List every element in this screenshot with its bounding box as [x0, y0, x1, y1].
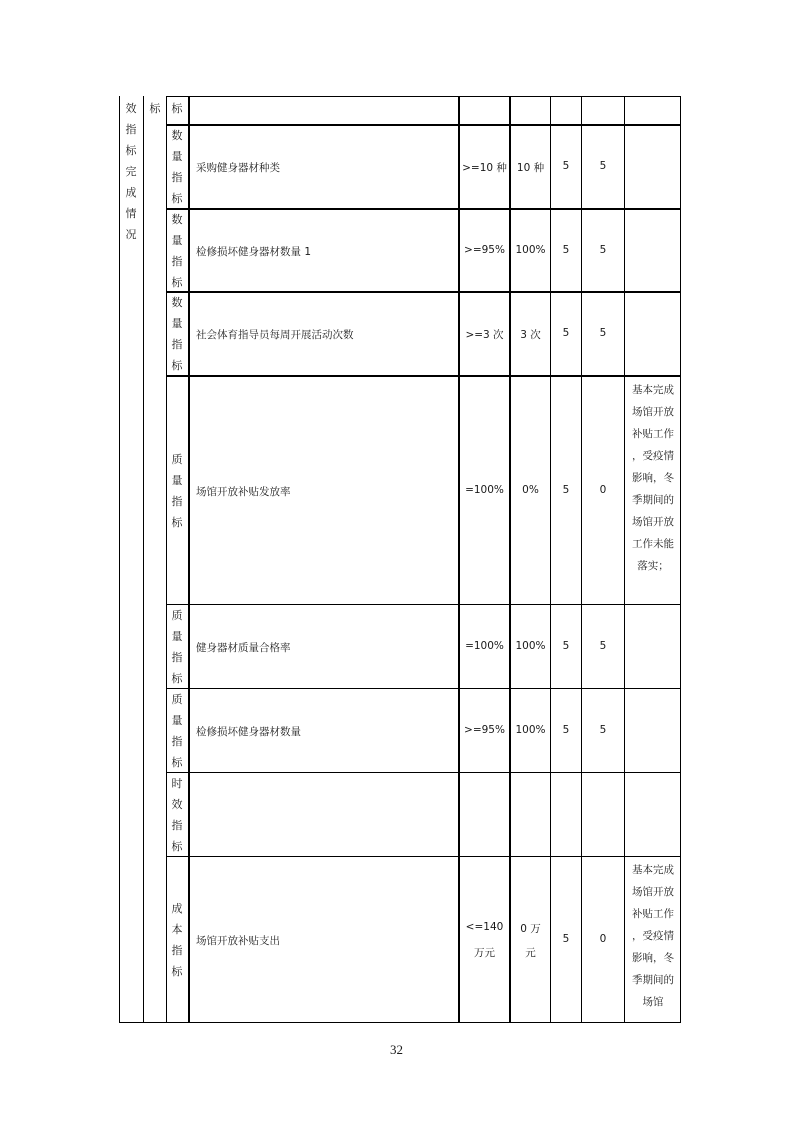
indicator-type-label: 数 量 指 标: [171, 129, 183, 205]
indicator-type-label-top: 标: [171, 102, 183, 115]
target-value: <=140: [465, 920, 504, 933]
target-value: >=10 种: [462, 162, 507, 174]
grid-line: [166, 375, 681, 377]
indicator-type-label: 数 量 指 标: [171, 212, 183, 289]
indicator-name: 健身器材质量合格率: [196, 641, 291, 654]
grid-line: [680, 96, 681, 1023]
grid-line: [119, 96, 120, 1023]
weight-value: 5: [562, 243, 570, 256]
score-value: 0: [599, 932, 607, 945]
weight-value: 5: [562, 160, 570, 172]
indicator-name: 采购健身器材种类: [196, 162, 280, 174]
grid-line: [509, 96, 511, 1023]
grid-line: [166, 96, 681, 97]
score-value: 5: [599, 723, 607, 736]
actual-value: 元: [525, 946, 536, 959]
score-value: 5: [599, 327, 607, 339]
target-value: =100%: [465, 639, 504, 652]
indicator-type-label: 成 本 指 标: [171, 901, 183, 978]
indicator-type-label: 时 效 指 标: [171, 776, 183, 853]
score-value: 5: [599, 243, 607, 256]
weight-value: 5: [562, 932, 570, 945]
actual-value: 10 种: [516, 162, 545, 174]
indicator-name: 检修损坏健身器材数量 1: [196, 245, 312, 258]
indicator-type-label: 数 量 指 标: [171, 296, 183, 372]
indicator-type-label: 质 量 指 标: [171, 452, 183, 529]
indicator-type-label: 质 量 指 标: [171, 692, 183, 769]
actual-value: 100%: [515, 243, 546, 256]
indicator-name: 场馆开放补贴发放率: [196, 485, 291, 498]
weight-value: 5: [562, 723, 570, 736]
indicator-type-label: 质 量 指 标: [171, 608, 183, 685]
grid-line: [166, 772, 681, 773]
grid-line: [166, 124, 681, 126]
target-value: 万元: [474, 946, 495, 959]
grid-line: [119, 1022, 681, 1023]
grid-line: [166, 96, 167, 1023]
actual-value: 0%: [522, 483, 539, 496]
deviation-note: 基本完成 场馆开放 补贴工作 ，受疫情 影响，冬 季期间的 场馆开放 工作未能 落实；: [632, 384, 674, 572]
score-value: 5: [599, 639, 607, 652]
target-value: >=95%: [464, 243, 505, 256]
grid-line: [458, 96, 460, 1023]
grid-line: [166, 856, 681, 857]
target-value: =100%: [465, 483, 504, 496]
weight-value: 5: [562, 639, 570, 652]
sub-category-label: 标: [149, 102, 161, 115]
grid-line: [166, 688, 681, 689]
grid-line: [550, 96, 551, 1023]
grid-line: [188, 96, 190, 1023]
score-value: 5: [599, 160, 607, 172]
grid-line: [166, 291, 681, 293]
page-number: 32: [390, 1042, 403, 1057]
category-label: 效 指 标 完 成 情 况: [125, 102, 137, 241]
target-value: >=95%: [464, 723, 505, 736]
target-value: >=3 次: [465, 329, 504, 341]
grid-line: [166, 604, 681, 605]
weight-value: 5: [562, 483, 570, 496]
actual-value: 0 万: [520, 922, 541, 935]
deviation-note: 基本完成 场馆开放 补贴工作 ，受疫情 影响，冬 季期间的 场馆: [632, 864, 674, 1008]
weight-value: 5: [562, 327, 570, 339]
grid-line: [624, 96, 625, 1023]
actual-value: 3 次: [520, 329, 541, 341]
indicator-name: 场馆开放补贴支出: [196, 934, 280, 947]
grid-line: [166, 208, 681, 210]
score-value: 0: [599, 483, 607, 496]
indicator-name: 社会体育指导员每周开展活动次数: [196, 329, 354, 341]
indicator-name: 检修损坏健身器材数量: [196, 725, 301, 738]
actual-value: 100%: [515, 639, 546, 652]
grid-line: [143, 96, 144, 1023]
actual-value: 100%: [515, 723, 546, 736]
grid-line: [581, 96, 582, 1023]
